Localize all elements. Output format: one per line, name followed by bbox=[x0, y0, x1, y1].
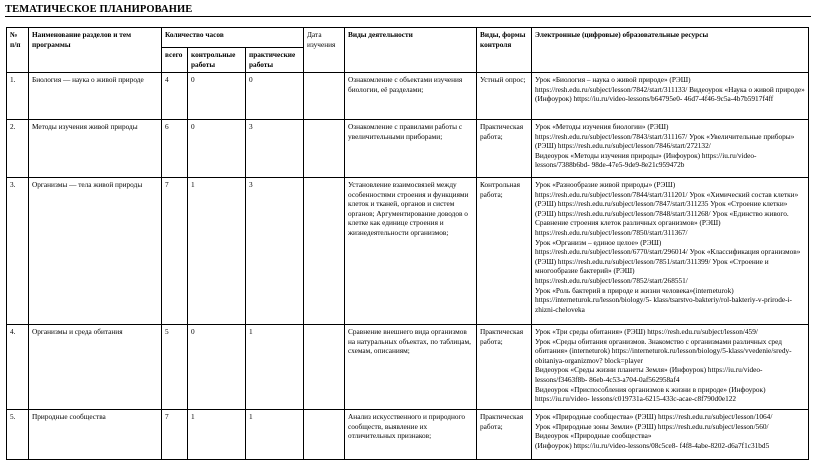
row-section: Организмы и среда обитания bbox=[29, 325, 162, 410]
row-num: 2. bbox=[7, 120, 29, 178]
table-row bbox=[7, 325, 809, 410]
row-resources: Урок «Природные сообщества» (РЭШ) https://resh.edu.ru/subject/lesson/1064/ Урок «Природные зоны Земли» (РЭШ) https://resh.edu.ru/subject/lesson/560/ Видеоурок «Природные сообщества» (Инфоурок) https://iu.ru/video-lessons/08c5ce8- f4f8-4abe-8202-d6a7f1c31bd5 bbox=[532, 410, 809, 460]
row-practical: 1 bbox=[246, 410, 304, 460]
row-section: Биология — наука о живой природе bbox=[29, 73, 162, 120]
header-activities: Виды деятельности bbox=[345, 28, 477, 73]
row-control-form: Практическая работа; bbox=[477, 325, 532, 410]
row-section: Методы изучения живой природы bbox=[29, 120, 162, 178]
header-num: № п/п bbox=[7, 28, 29, 73]
row-control-form: Устный опрос; bbox=[477, 73, 532, 120]
header-section: Наименование разделов и тем программы bbox=[29, 28, 162, 73]
header-hours-practical: практические работы bbox=[246, 48, 304, 73]
row-control: 0 bbox=[188, 120, 246, 178]
table-row bbox=[7, 178, 809, 325]
row-resources: Урок «Биология – наука о живой природе» (РЭШ) https://resh.edu.ru/subject/lesson/7842/start/311133/ Видеоурок «Наука о живой природе» (Инфоурок) https://iu.ru/video-lessons/b64795e0- 46d7-4f46-9c5a-4b7b5917f4ff bbox=[532, 73, 809, 120]
header-hours-total: всего bbox=[162, 48, 188, 73]
row-practical: 3 bbox=[246, 178, 304, 325]
row-date bbox=[304, 120, 345, 178]
row-control: 0 bbox=[188, 325, 246, 410]
row-num: 5. bbox=[7, 410, 29, 460]
row-control-form: Контрольная работа; bbox=[477, 178, 532, 325]
row-section: Природные сообщества bbox=[29, 410, 162, 460]
table-row bbox=[7, 120, 809, 178]
table-row bbox=[7, 410, 809, 460]
header-resources: Электронные (цифровые) образовательные ресурсы bbox=[532, 28, 809, 73]
row-activities: Ознакомление с объектами изучения биологии, её разделами; bbox=[345, 73, 477, 120]
row-total: 5 bbox=[162, 325, 188, 410]
header-date: Дата изучения bbox=[304, 28, 345, 73]
table-row bbox=[7, 73, 809, 120]
row-resources: Урок «Разнообразие живой природы» (РЭШ) https://resh.edu.ru/subject/lesson/7844/start/311201/ Урок «Химический состав клетки» (РЭШ) https://resh.edu.ru/subject/lesson/7847/start/311235 Урок «Строение клетки» (РЭШ) https://resh.edu.ru/subject/lesson/7848/start/311268/ Урок «Единство живого. Сравнение строения клеток различных организмов» (РЭШ) https://resh.edu.ru/subject/lesson/7850/start/311367/ Урок «Организм – единое целое» (РЭШ) https://resh.edu.ru/subject/lesson/6770/start/296014/ Урок «Классификация организмов» (РЭШ) https://resh.edu.ru/subject/lesson/7851/start/311399/ Урок «Строение и многообразие бактерий» (РЭШ) https://resh.edu.ru/subject/lesson/7852/start/268551/ Урок «Роль бактерий в природе и жизни человека»(interneturok) https://interneturok.ru/lesson/biology/5- klass/tsarstvo-bakteriy/rol-bakteriy-v-prirode-i- zhizni-cheloveka bbox=[532, 178, 809, 325]
row-date bbox=[304, 410, 345, 460]
row-activities: Анализ искусственного и природного сообществ, выявление их отличительных признаков; bbox=[345, 410, 477, 460]
row-date bbox=[304, 73, 345, 120]
row-control-form: Практическая работа; bbox=[477, 120, 532, 178]
row-section: Организмы — тела живой природы bbox=[29, 178, 162, 325]
row-total: 7 bbox=[162, 410, 188, 460]
row-total: 7 bbox=[162, 178, 188, 325]
row-activities: Ознакомление с правилами работы с увеличительными приборами; bbox=[345, 120, 477, 178]
row-practical: 0 bbox=[246, 73, 304, 120]
row-num: 3. bbox=[7, 178, 29, 325]
row-total: 4 bbox=[162, 73, 188, 120]
row-control: 1 bbox=[188, 178, 246, 325]
row-activities: Сравнение внешнего вида организмов на натуральных объектах, по таблицам, схемам, описаниям; bbox=[345, 325, 477, 410]
planning-table bbox=[6, 27, 809, 460]
page-title: ТЕМАТИЧЕСКОЕ ПЛАНИРОВАНИЕ bbox=[5, 4, 193, 15]
row-practical: 1 bbox=[246, 325, 304, 410]
header-control-forms: Виды, формы контроля bbox=[477, 28, 532, 73]
row-control: 1 bbox=[188, 410, 246, 460]
header-hours: Количество часов bbox=[162, 28, 304, 48]
row-resources: Урок «Методы изучения биологии» (РЭШ) https://resh.edu.ru/subject/lesson/7843/start/311167/ Урок «Увеличительные приборы» (РЭШ) https://resh.edu.ru/subject/lesson/7846/start/272132/ Видеоурок «Методы изучения природы» (Инфоурок) https://iu.ru/video-lessons/7388b6bd- 98de-47e5-9de9-8e21c959472b bbox=[532, 120, 809, 178]
row-num: 4. bbox=[7, 325, 29, 410]
row-control: 0 bbox=[188, 73, 246, 120]
row-num: 1. bbox=[7, 73, 29, 120]
row-control-form: Практическая работа; bbox=[477, 410, 532, 460]
row-total: 6 bbox=[162, 120, 188, 178]
row-activities: Установление взаимосвязей между особенностями строения и функциями клеток и тканей, органов и систем органов; Аргументирование доводов о клетке как единице строения и жизнедеятельности организмов; bbox=[345, 178, 477, 325]
row-practical: 3 bbox=[246, 120, 304, 178]
header-hours-control: контрольные работы bbox=[188, 48, 246, 73]
row-resources: Урок «Три среды обитания» (РЭШ) https://resh.edu.ru/subject/lesson/459/ Урок «Среды обитания организмов. Знакомство с организмами различных сред обитания» (interneturok) https://interneturok.ru/lesson/biology/5-klass/vvedenie/sredy-obitaniya-organizmov? block=player Видеоурок «Среды жизни планеты Земля» (Инфоурок) https://iu.ru/video-lessons/f3463f8b- 86eb-4c53-a704-0af562958af4 Видеоурок «Приспособления организмов к жизни в природе» (Инфоурок) https://iu.ru/video- lessons/c019731a-6215-433c-acae-c8f790d0e122 bbox=[532, 325, 809, 410]
title-divider bbox=[5, 16, 811, 17]
row-date bbox=[304, 325, 345, 410]
row-date bbox=[304, 178, 345, 325]
